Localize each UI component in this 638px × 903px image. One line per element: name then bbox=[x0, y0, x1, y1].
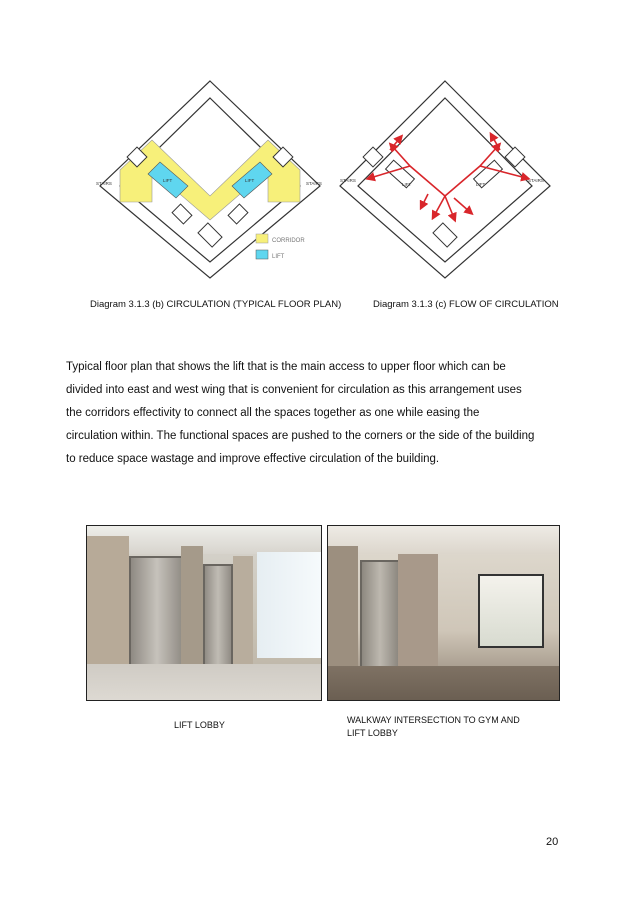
stairs-label-right: STAIRS bbox=[306, 181, 322, 186]
lift-label-left: LIFT bbox=[163, 178, 173, 183]
diagram-b-caption: Diagram 3.1.3 (b) CIRCULATION (TYPICAL FLOOR PLAN) bbox=[90, 299, 342, 310]
stairs-label-left: STAIRS bbox=[340, 178, 356, 183]
legend-lift-label: LIFT bbox=[272, 254, 285, 260]
walkway-intersection-photo bbox=[327, 525, 560, 701]
walkway-caption-line: LIFT LOBBY bbox=[347, 728, 398, 738]
lift-label-right: LIFT bbox=[476, 182, 486, 187]
lift-lobby-photo bbox=[86, 525, 322, 701]
page-number: 20 bbox=[546, 836, 559, 848]
paragraph-line: divided into east and west wing that is convenient for circulation as this arrangement uses bbox=[66, 384, 522, 396]
diagram-flow-of-circulation bbox=[330, 78, 560, 283]
walkway-caption-line: WALKWAY INTERSECTION TO GYM AND bbox=[347, 715, 520, 725]
stairs-label-left: STAIRS bbox=[96, 181, 112, 186]
legend-corridor-label: CORRIDOR bbox=[272, 238, 305, 244]
diagram-c-caption: Diagram 3.1.3 (c) FLOW OF CIRCULATION bbox=[373, 299, 559, 310]
paragraph-line: Typical floor plan that shows the lift that is the main access to upper floor which can be bbox=[66, 361, 506, 373]
lift-label-left: LIFT bbox=[402, 182, 412, 187]
paragraph-line: to reduce space wastage and improve effective circulation of the building. bbox=[66, 453, 440, 465]
description-paragraph bbox=[66, 356, 578, 471]
walkway-caption bbox=[347, 714, 520, 740]
lift-lobby-caption: LIFT LOBBY bbox=[174, 720, 225, 730]
lift-label-right: LIFT bbox=[245, 178, 255, 183]
diagram-circulation-plan bbox=[90, 78, 330, 283]
paragraph-line: circulation within. The functional spaces are pushed to the corners or the side of the building bbox=[66, 430, 535, 442]
stairs-label-right: STAIRS bbox=[528, 178, 544, 183]
paragraph-line: the corridors effectivity to connect all the spaces together as one while easing the bbox=[66, 407, 480, 419]
